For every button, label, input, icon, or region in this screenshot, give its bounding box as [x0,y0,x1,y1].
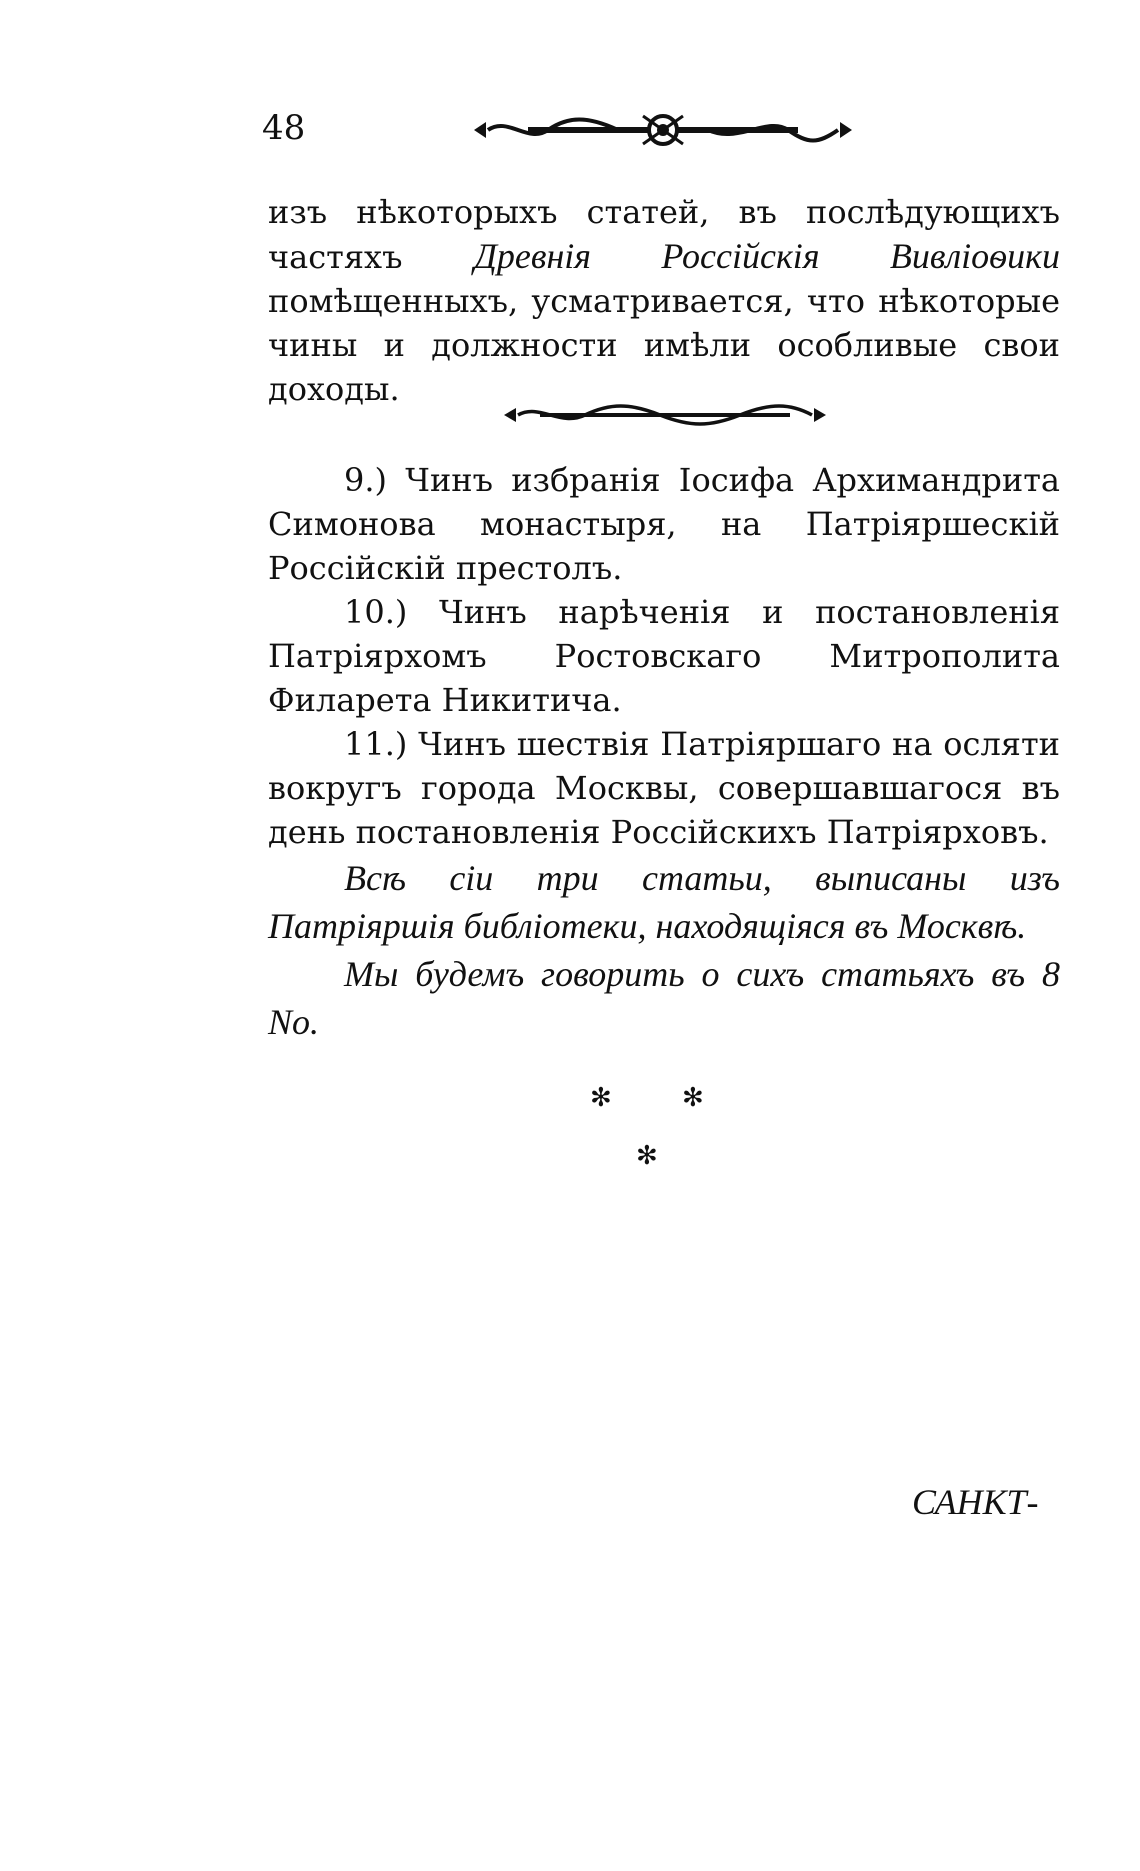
list-item: 10.) Чинъ нарѣченія и постановленія Патріярхомъ Ростовскаго Митрополита Филарета Никитича. [268,593,1060,719]
asterisk-icon: ✻ [682,1083,704,1113]
list-item: 9.) Чинъ избранія Іосифа Архимандрита Симонова монастыря, на Патріяршескій Россійскій престолъ. [268,461,1060,587]
asterisk-icon: ✻ [590,1083,612,1113]
intro-paragraph [268,190,1060,411]
note-next-issue: Мы будемъ говорить о сихъ статьяхъ въ 8 No. [268,954,1060,1042]
intro-text-before: изъ нѣкоторыхъ статей, въ послѣдующихъ частяхъ [268,193,1060,276]
items-list [268,458,1060,1046]
book-title: Древнія Россійскія Вивліоѳики [473,236,1061,276]
catchword: САНКТ- [912,1482,1039,1522]
section-divider-ornament-icon [500,400,830,430]
intro-text-after: помѣщенныхъ, усматривается, что нѣкоторые чины и должности имѣли особливые свои доходы. [268,282,1060,408]
intro-text [268,190,1060,411]
asterism [590,1085,730,1195]
top-ornament-icon [468,112,858,148]
list-item: 11.) Чинъ шествія Патріяршаго на осляти вокругъ города Москвы, совершавшагося въ день постановленія Россійскихъ Патріярховъ. [268,725,1060,851]
note-sources: Всѣ сіи три статьи, выписаны изъ Патріяршія библіотеки, находящіяся въ Москвѣ. [268,858,1060,946]
asterisk-icon: ✻ [636,1141,658,1171]
page-number: 48 [262,108,306,148]
